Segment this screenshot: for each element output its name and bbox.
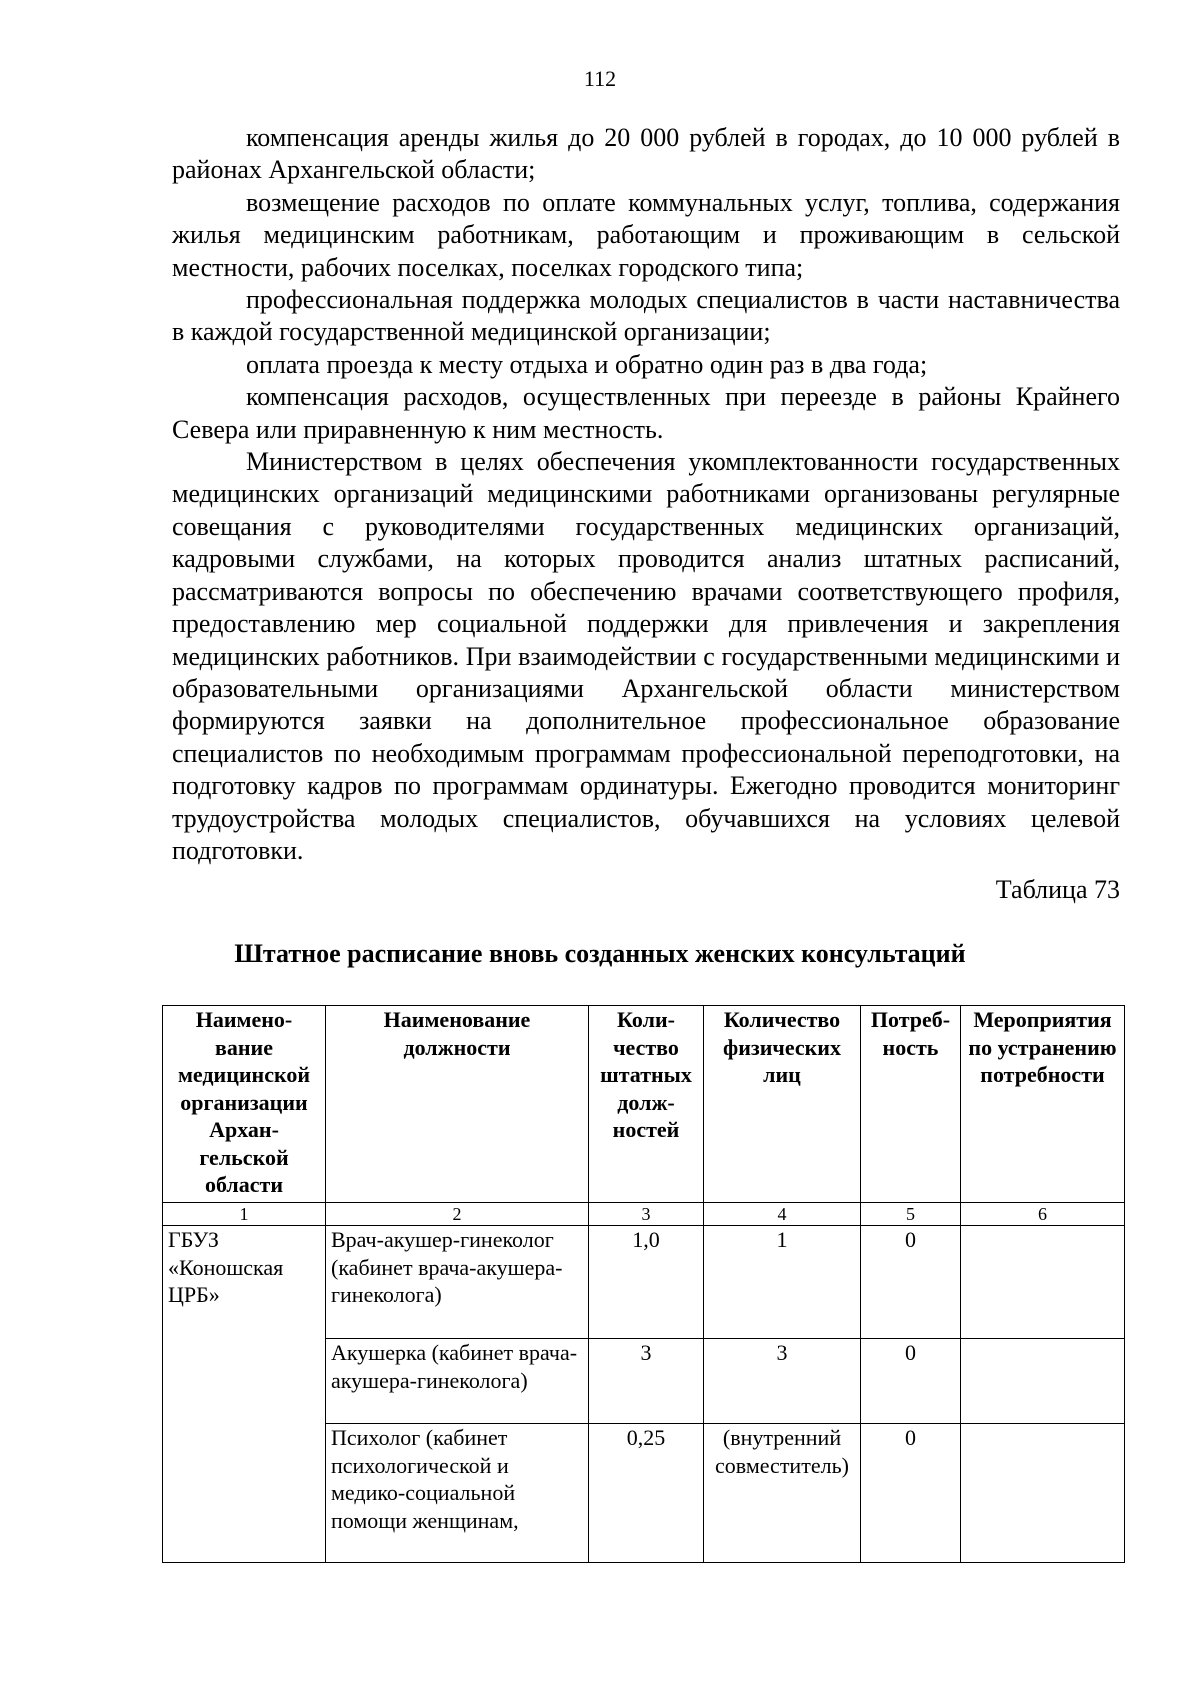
table-row bbox=[163, 1226, 1125, 1339]
paragraph: Министерством в целях обеспечения укомплектованности государственных медицинских организаций медицинскими работниками организованы регулярные совещания с руководителями государственных медицинских организаций, кадровыми службами, на которых проводится анализ штатных расписаний, рассматриваются вопросы по обеспечению врачами соответствующего профиля, предоставлению мер социальной поддержки для привлечения и закрепления медицинских работников. При взаимодействии с государственными медицинскими и образовательными организациями Архангельской области министерством формируются заявки на дополнительное профессиональное образование специалистов по необходимым программам профессиональной переподготовки, на подготовку кадров по программам ординатуры. Ежегодно проводится мониторинг трудоустройства молодых специалистов, обучавшихся на условиях целевой подготовки. bbox=[172, 447, 1120, 865]
column-number: 4 bbox=[704, 1203, 861, 1226]
position-cell: Акушерка (кабинет врача-акушера-гинеколога) bbox=[326, 1339, 589, 1424]
table-header-row bbox=[163, 1006, 1125, 1203]
persons-cell: 3 bbox=[704, 1339, 861, 1424]
measures-cell bbox=[961, 1424, 1125, 1563]
column-number: 2 bbox=[326, 1203, 589, 1226]
need-cell: 0 bbox=[861, 1339, 961, 1424]
column-number: 6 bbox=[961, 1203, 1125, 1226]
column-number: 5 bbox=[861, 1203, 961, 1226]
column-number: 1 bbox=[163, 1203, 326, 1226]
paragraph: профессиональная поддержка молодых специалистов в части наставничества в каждой государственной медицинской организации; bbox=[172, 285, 1120, 347]
measures-cell bbox=[961, 1226, 1125, 1339]
header-position: Наименование должности bbox=[326, 1006, 589, 1203]
measures-cell bbox=[961, 1339, 1125, 1424]
table-caption: Таблица 73 bbox=[995, 875, 1120, 904]
paragraph: компенсация аренды жилья до 20 000 рублей в городах, до 10 000 рублей в районах Архангельской области; bbox=[172, 123, 1120, 185]
body-text bbox=[172, 122, 1120, 867]
need-cell: 0 bbox=[861, 1226, 961, 1339]
need-cell: 0 bbox=[861, 1424, 961, 1563]
positions-count-cell: 0,25 bbox=[589, 1424, 704, 1563]
header-positions-count: Коли-чество штатных долж-ностей bbox=[589, 1006, 704, 1203]
organization-cell: ГБУЗ «Коношская ЦРБ» bbox=[163, 1226, 326, 1563]
position-cell: Врач-акушер-гинеколог (кабинет врача-акушера-гинеколога) bbox=[326, 1226, 589, 1339]
table-title: Штатное расписание вновь созданных женских консультаций bbox=[234, 939, 966, 968]
paragraph: компенсация расходов, осуществленных при переезде в районы Крайнего Севера или приравненную к ним местность. bbox=[172, 382, 1120, 444]
paragraph: оплата проезда к месту отдыха и обратно один раз в два года; bbox=[246, 349, 928, 379]
paragraph: возмещение расходов по оплате коммунальных услуг, топлива, содержания жилья медицинским работникам, работающим и проживающим в сельской местности, рабочих поселках, поселках городского типа; bbox=[172, 187, 1120, 282]
persons-cell: (внутренний совместитель) bbox=[704, 1424, 861, 1563]
position-cell: Психолог (кабинет психологической и медико-социальной помощи женщинам, bbox=[326, 1424, 589, 1563]
page-number: 112 bbox=[583, 66, 617, 91]
column-number: 3 bbox=[589, 1203, 704, 1226]
staff-table bbox=[162, 1005, 1125, 1563]
header-persons: Количество физических лиц bbox=[704, 1006, 861, 1203]
positions-count-cell: 1,0 bbox=[589, 1226, 704, 1339]
header-organization: Наимено-вание медицинской организации Архан-гельской области bbox=[163, 1006, 326, 1203]
persons-cell: 1 bbox=[704, 1226, 861, 1339]
positions-count-cell: 3 bbox=[589, 1339, 704, 1424]
header-need: Потреб-ность bbox=[861, 1006, 961, 1203]
column-number-row bbox=[163, 1203, 1125, 1226]
header-measures: Мероприятия по устранению потребности bbox=[961, 1006, 1125, 1203]
